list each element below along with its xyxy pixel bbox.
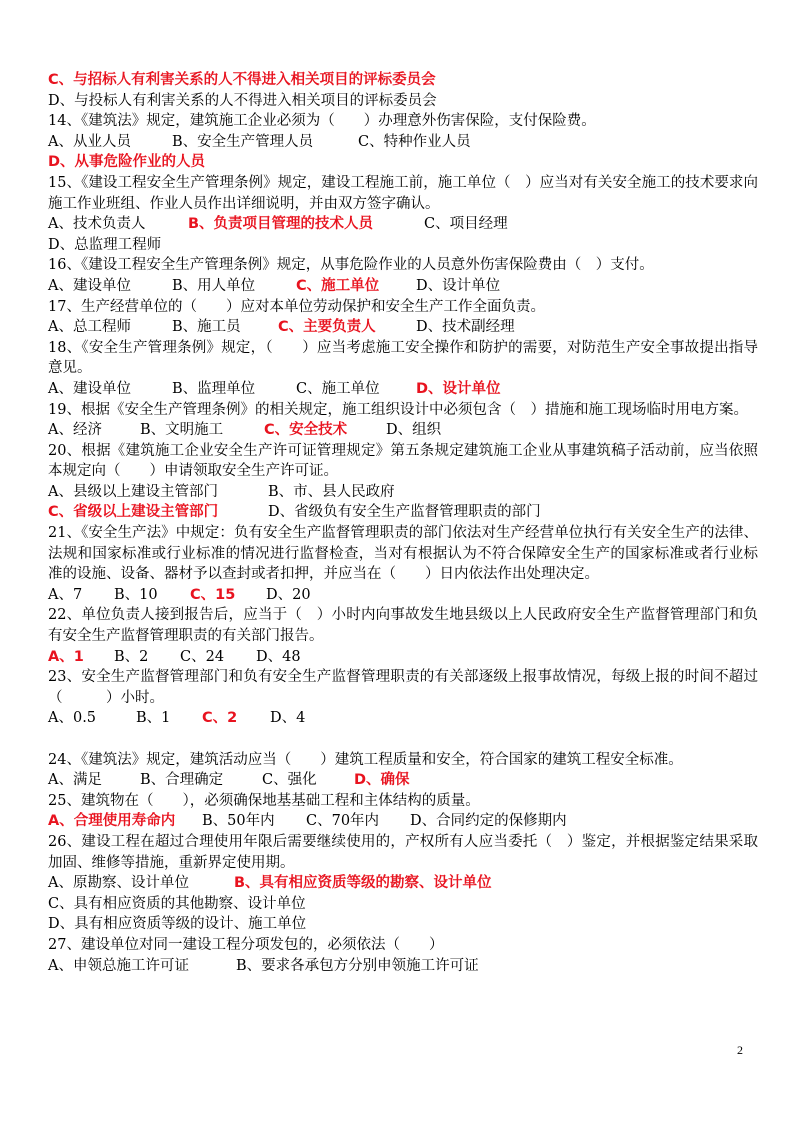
options-row — [48, 502, 758, 523]
option-b: B、10 — [114, 586, 158, 603]
option-d: D、省级负有安全生产监督管理职责的部门 — [268, 504, 541, 521]
option-c: C、强化 — [262, 772, 317, 789]
option-a: A、从业人员 — [48, 133, 131, 150]
option-a-answer: A、合理使用寿命内 — [48, 813, 176, 830]
answer-line: C、与招标人有利害关系的人不得进入相关项目的评标委员会 — [48, 72, 436, 88]
option-c: C、70年内 — [306, 813, 380, 830]
options-row — [48, 585, 758, 606]
option-b: B、合理确定 — [140, 772, 224, 789]
question-23: 23、安全生产监督管理部门和负有安全生产监督管理职责的有关部逐级上报事故情况，每级上报的时间不超过（ ）小时。 — [48, 669, 758, 706]
question-25: 25、建筑物在（ ），必须确保地基基础工程和主体结构的质量。 — [48, 792, 480, 809]
options-row — [48, 873, 758, 894]
option-c-answer: C、省级以上建设主管部门 — [48, 504, 219, 521]
options-row — [48, 647, 758, 668]
option-b: B、50年内 — [202, 813, 275, 830]
option-a: A、0.5 — [48, 710, 97, 727]
option-c-answer: C、主要负责人 — [278, 319, 376, 336]
answer-line: D、从事危险作业的人员 — [48, 154, 206, 171]
option-a: A、建设单位 — [48, 380, 131, 397]
question-19: 19、根据《安全生产管理条例》的相关规定，施工组织设计中必须包含（ ）措施和施工现场临时用电方案。 — [48, 401, 748, 418]
option-a: A、原勘察、设计单位 — [48, 875, 189, 892]
option-b: B、安全生产管理人员 — [172, 133, 314, 150]
option-b: B、2 — [114, 648, 149, 665]
option-line: D、与投标人有利害关系的人不得进入相关项目的评标委员会 — [48, 92, 437, 109]
page-number: 2 — [737, 1043, 743, 1057]
option-line: C、具有相应资质的其他勘察、设计单位 — [48, 895, 306, 912]
option-c: C、施工单位 — [296, 380, 380, 397]
option-b-answer: B、具有相应资质等级的勘察、设计单位 — [234, 875, 492, 892]
question-18: 18、《安全生产管理条例》规定，（ ）应当考虑施工安全操作和防护的需要，对防范生产安全事故提出指导意见。 — [48, 339, 758, 377]
option-d: D、合同约定的保修期内 — [410, 813, 567, 830]
document-page — [48, 70, 758, 976]
option-a: A、县级以上建设主管部门 — [48, 483, 218, 500]
option-c-answer: C、2 — [202, 710, 238, 727]
option-a: A、技术负责人 — [48, 216, 146, 233]
option-d: D、20 — [266, 586, 311, 603]
option-d: D、设计单位 — [416, 277, 501, 294]
option-c-answer: C、安全技术 — [264, 422, 348, 439]
options-row — [48, 379, 758, 400]
option-b: B、市、县人民政府 — [268, 483, 395, 500]
question-15: 15、《建设工程安全生产管理条例》规定，建设工程施工前，施工单位（ ）应当对有关安全施工的技术要求向施工作业班组、作业人员作出详细说明，并由双方签字确认。 — [48, 174, 758, 212]
question-14: 14、《建筑法》规定，建筑施工企业必须为（ ）办理意外伤害保险，支付保险费。 — [48, 113, 596, 130]
options-row — [48, 770, 758, 791]
option-a: A、总工程师 — [48, 319, 131, 336]
option-a: A、经济 — [48, 422, 102, 439]
option-b: B、用人单位 — [172, 277, 256, 294]
option-a: A、7 — [48, 586, 83, 603]
option-d: D、48 — [256, 648, 301, 665]
option-b-answer: B、负责项目管理的技术人员 — [188, 216, 374, 233]
options-row — [48, 811, 758, 832]
option-b: B、要求各承包方分别申领施工许可证 — [236, 957, 479, 974]
options-row — [48, 708, 758, 729]
options-row — [48, 482, 758, 503]
option-a: A、申领总施工许可证 — [48, 957, 189, 974]
question-16: 16、《建设工程安全生产管理条例》规定，从事危险作业的人员意外伤害保险费由（ ）支付。 — [48, 257, 654, 274]
question-27: 27、建设单位对同一建设工程分项发包的，必须依法（ ） — [48, 936, 444, 953]
option-line: D、具有相应资质等级的设计、施工单位 — [48, 916, 307, 933]
option-c: C、24 — [180, 648, 225, 665]
option-a: A、满足 — [48, 772, 102, 789]
option-d: D、技术副经理 — [416, 319, 515, 336]
option-b: B、1 — [136, 710, 171, 727]
option-c-answer: C、15 — [190, 586, 236, 603]
option-d-answer: D、确保 — [354, 772, 410, 789]
option-a: A、建设单位 — [48, 277, 131, 294]
option-b: B、施工员 — [172, 319, 241, 336]
option-c: C、项目经理 — [424, 216, 508, 233]
options-row — [48, 956, 758, 977]
option-c: C、特种作业人员 — [358, 133, 471, 150]
option-d-answer: D、设计单位 — [416, 380, 501, 397]
option-b: B、文明施工 — [140, 422, 224, 439]
question-21: 21、《安全生产法》中规定：负有安全生产监督管理职责的部门依法对生产经营单位执行有关安全生产的法律、法规和国家标准或行业标准的情况进行监督检查，当对有根据认为不符合保障安全生产的国家标准或者行业标准的设施、设备、器材予以查封或者扣押，并应当在（ ）日内依法作出处理决定。 — [48, 525, 758, 583]
blank-line — [48, 729, 758, 750]
question-20: 20、根据《建筑施工企业安全生产许可证管理规定》第五条规定建筑施工企业从事建筑稿子活动前，应当依照本规定向（ ）申请领取安全生产许可证。 — [48, 442, 758, 480]
options-row — [48, 132, 758, 153]
options-row — [48, 214, 758, 235]
option-d: D、4 — [270, 710, 306, 727]
options-row — [48, 420, 758, 441]
question-17: 17、生产经营单位的（ ）应对本单位劳动保护和安全生产工作全面负责。 — [48, 298, 545, 315]
options-row — [48, 317, 758, 338]
question-22: 22、单位负责人接到报告后，应当于（ ）小时内向事故发生地县级以上人民政府安全生产监督管理部门和负有安全生产监督管理职责的有关部门报告。 — [48, 607, 758, 645]
option-b: B、监理单位 — [172, 380, 256, 397]
question-24: 24、《建筑法》规定，建筑活动应当（ ）建筑工程质量和安全，符合国家的建筑工程安全标准。 — [48, 751, 683, 768]
options-row — [48, 276, 758, 297]
option-d: D、组织 — [386, 422, 442, 439]
option-c-answer: C、施工单位 — [296, 277, 380, 294]
option-a-answer: A、1 — [48, 648, 84, 665]
option-line: D、总监理工程师 — [48, 236, 162, 253]
question-26: 26、建设工程在超过合理使用年限后需要继续使用的，产权所有人应当委托（ ）鉴定，并根据鉴定结果采取加固、维修等措施，重新界定使用期。 — [48, 833, 758, 871]
